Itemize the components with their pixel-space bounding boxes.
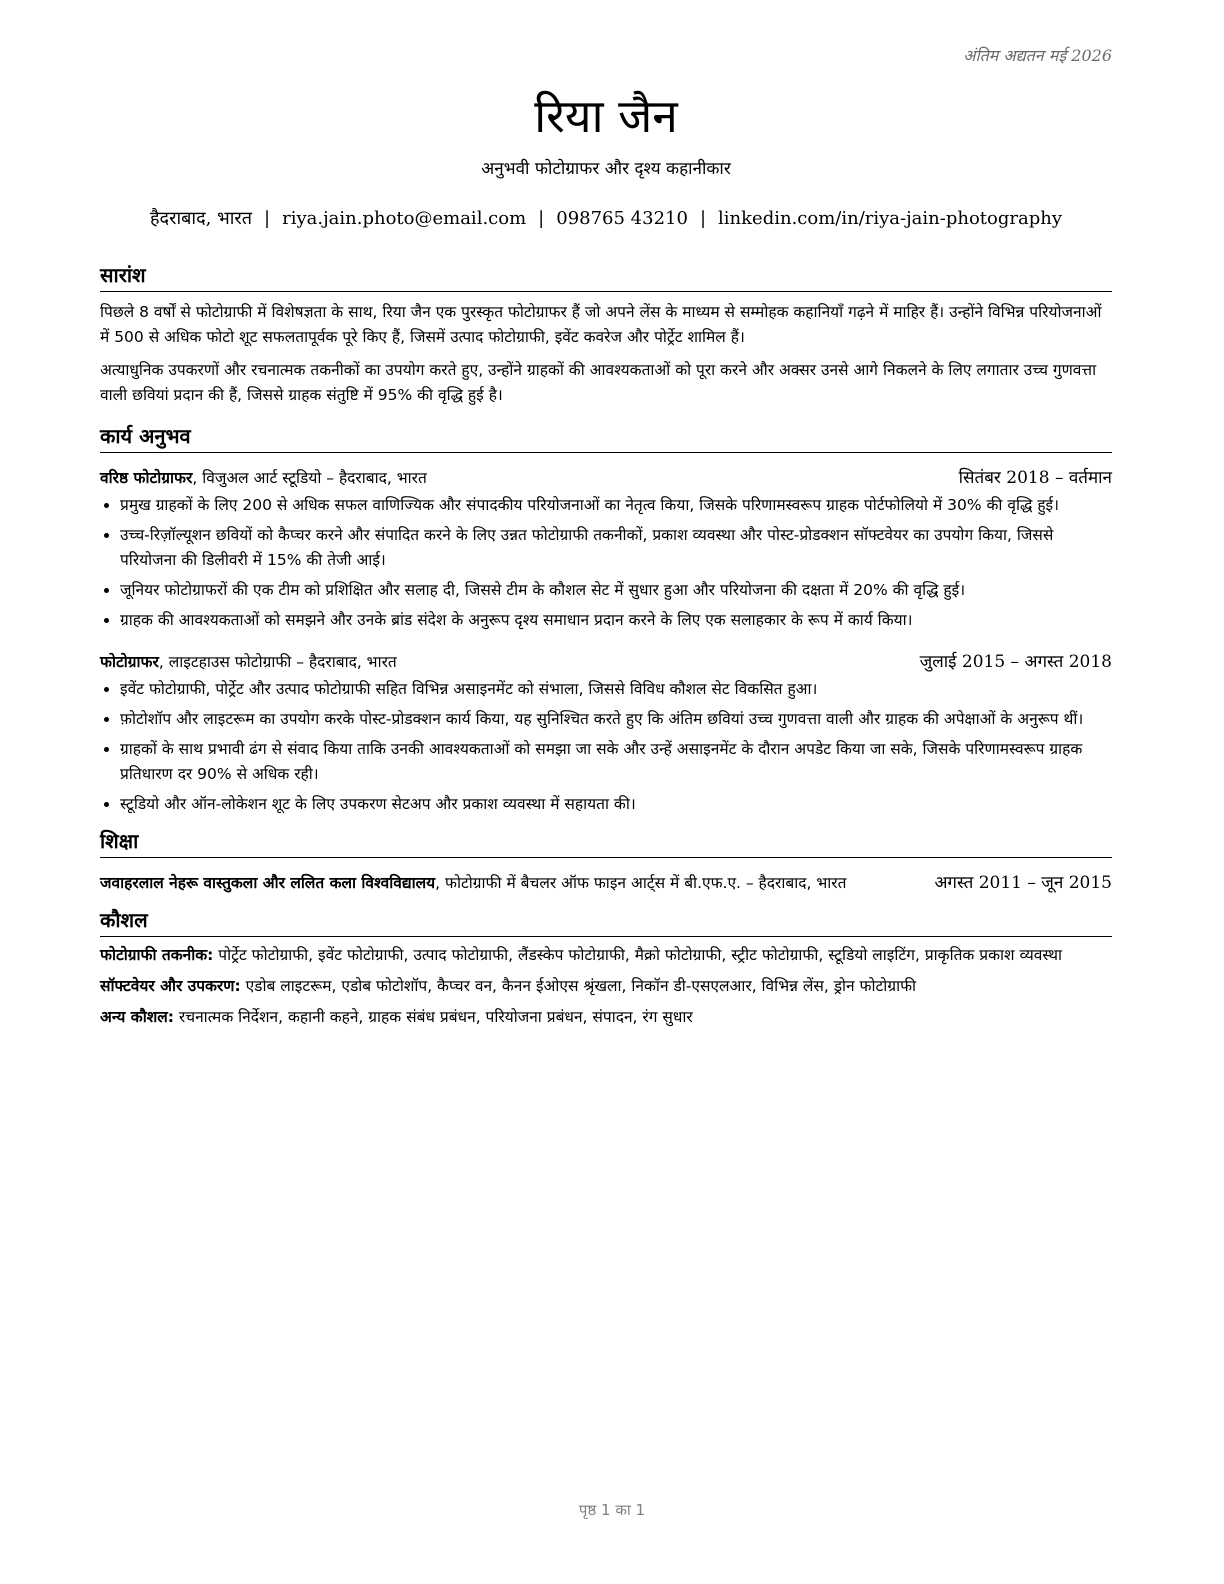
- education-text: [100, 870, 900, 896]
- section-title-summary: सारांश: [100, 261, 1112, 292]
- job-header: [100, 465, 1112, 491]
- education-institution: जवाहरलाल नेहरू वास्तुकला और ललित कला विश्वविद्यालय: [100, 874, 436, 892]
- contact-phone[interactable]: 098765 43210: [556, 208, 688, 229]
- skill-line: [100, 1005, 1112, 1030]
- education-entry: [100, 870, 1112, 896]
- skill-label: अन्य कौशल:: [100, 1008, 174, 1026]
- list-item: • फ़ोटोशॉप और लाइटरूम का उपयोग करके पोस्ट-प्रोडक्शन कार्य किया, यह सुनिश्चित करते हुए कि अंतिम छवियां उच्च गुणवत्ता वाली और ग्राहक की अपेक्षाओं के अनुरूप थीं।: [120, 707, 1112, 732]
- skill-value: एडोब लाइटरूम, एडोब फोटोशॉप, कैप्चर वन, कैनन ईओएस श्रृंखला, निकॉन डी-एसएलआर, विभिन्न लेंस, ड्रोन फोटोग्राफी: [240, 977, 917, 995]
- contact-linkedin[interactable]: linkedin.com/in/riya-jain-photography: [718, 208, 1063, 229]
- job-role: वरिष्ठ फोटोग्राफर: [100, 469, 193, 487]
- list-item: • जूनियर फोटोग्राफरों की एक टीम को प्रशिक्षित और सलाह दी, जिससे टीम के कौशल सेट में सुधार हुआ और परियोजना की दक्षता में 20% की वृद्धि हुई।: [120, 578, 1112, 603]
- list-item: • उच्च-रिज़ॉल्यूशन छवियों को कैप्चर करने और संपादित करने के लिए उन्नत फोटोग्राफी तकनीकों, प्रकाश व्यवस्था और पोस्ट-प्रोडक्शन सॉफ्टवेयर का उपयोग किया, जिससे परियोजना की डिलीवरी में 15% की तेजी आई।: [120, 523, 1112, 573]
- section-title-experience: कार्य अनुभव: [100, 422, 1112, 453]
- contact-location: हैदराबाद, भारत: [149, 208, 253, 229]
- job-org: , विजुअल आर्ट स्टूडियो – हैदराबाद, भारत: [192, 469, 427, 487]
- skill-value: रचनात्मक निर्देशन, कहानी कहने, ग्राहक संबंध प्रबंधन, परियोजना प्रबंधन, संपादन, रंग सुधार: [173, 1008, 693, 1026]
- summary-paragraph: अत्याधुनिक उपकरणों और रचनात्मक तकनीकों का उपयोग करते हुए, उन्होंने ग्राहकों की आवश्यकताओं को पूरा करने और अक्सर उनसे आगे निकलने के लिए लगातार उच्च गुणवत्ता वाली छवियां प्रदान की हैं, जिससे ग्राहक संतुष्टि में 95% की वृद्धि हुई है।: [100, 361, 1097, 404]
- section-title-education: शिक्षा: [100, 827, 1112, 858]
- list-item: • ग्राहकों के साथ प्रभावी ढंग से संवाद किया ताकि उनकी आवश्यकताओं को समझा जा सके और उन्हें असाइनमेंट के दौरान अपडेट किया जा सके, जिसके परिणामस्वरूप ग्राहक प्रतिधारण दर 90% से अधिक रही।: [120, 737, 1112, 787]
- skill-line: [100, 974, 1112, 999]
- page-title: रिया जैन: [534, 89, 678, 143]
- job-title-line: [100, 465, 427, 491]
- job-title-line: [100, 649, 397, 675]
- education-dates: अगस्त 2011 – जून 2015: [934, 873, 1112, 893]
- job-bullets: [100, 677, 1112, 817]
- contact-line: [100, 203, 1112, 235]
- list-item: • प्रमुख ग्राहकों के लिए 200 से अधिक सफल वाणिज्यिक और संपादकीय परियोजनाओं का नेतृत्व किया, जिसके परिणामस्वरूप ग्राहक पोर्टफोलियो में 30% की वृद्धि हुई।: [120, 493, 1112, 518]
- job-role: फोटोग्राफर: [100, 653, 159, 671]
- job-bullets: [100, 493, 1112, 633]
- skill-line: [100, 943, 1112, 968]
- skill-label: फोटोग्राफी तकनीक:: [100, 946, 214, 964]
- skill-label: सॉफ्टवेयर और उपकरण:: [100, 977, 241, 995]
- list-item: • ग्राहक की आवश्यकताओं को समझने और उनके ब्रांड संदेश के अनुरूप दृश्य समाधान प्रदान करने के लिए एक सलाहकार के रूप में कार्य किया।: [120, 608, 1112, 633]
- list-item: • स्टूडियो और ऑन-लोकेशन शूट के लिए उपकरण सेटअप और प्रकाश व्यवस्था में सहायता की।: [120, 792, 1112, 817]
- tagline: अनुभवी फोटोग्राफर और दृश्य कहानीकार: [481, 159, 731, 179]
- job-header: [100, 649, 1112, 675]
- section-title-skills: कौशल: [100, 906, 1112, 937]
- job-dates: जुलाई 2015 – अगस्त 2018: [919, 652, 1112, 672]
- separator: |: [264, 208, 271, 229]
- contact-email[interactable]: riya.jain.photo@email.com: [282, 208, 527, 229]
- summary-paragraph: पिछले 8 वर्षों से फोटोग्राफी में विशेषज्ञता के साथ, रिया जैन एक पुरस्कृत फोटोग्राफर हैं जो अपने लेंस के माध्यम से सम्मोहक कहानियाँ गढ़ने में माहिर हैं। उन्होंने विभिन्न परियोजनाओं में 500 से अधिक फोटो शूट सफलतापूर्वक पूरे किए हैं, जिसमें उत्पाद फोटोग्राफी, इवेंट कवरेज और पोर्ट्रेट शामिल हैं।: [100, 303, 1102, 346]
- job-dates: सितंबर 2018 – वर्तमान: [958, 468, 1112, 488]
- education-degree: , फोटोग्राफी में बैचलर ऑफ फाइन आर्ट्स में बी.एफ.ए. – हैदराबाद, भारत: [435, 874, 847, 892]
- job-org: , लाइटहाउस फोटोग्राफी – हैदराबाद, भारत: [158, 653, 397, 671]
- resume-page: [100, 0, 1112, 1030]
- page-number: पृष्ठ 1 का 1: [578, 1501, 646, 1519]
- separator: |: [538, 208, 545, 229]
- list-item: • इवेंट फोटोग्राफी, पोर्ट्रेट और उत्पाद फोटोग्राफी सहित विभिन्न असाइनमेंट को संभाला, जिससे विविध कौशल सेट विकसित हुआ।: [120, 677, 1112, 702]
- last-updated: अंतिम अद्यतन मई 2026: [963, 46, 1112, 65]
- separator: |: [699, 208, 707, 229]
- skill-value: पोर्ट्रेट फोटोग्राफी, इवेंट फोटोग्राफी, उत्पाद फोटोग्राफी, लैंडस्केप फोटोग्राफी, मैक्रो फोटोग्राफी, स्ट्रीट फोटोग्राफी, स्टूडियो लाइटिंग, प्राकृतिक प्रकाश व्यवस्था: [213, 946, 1063, 964]
